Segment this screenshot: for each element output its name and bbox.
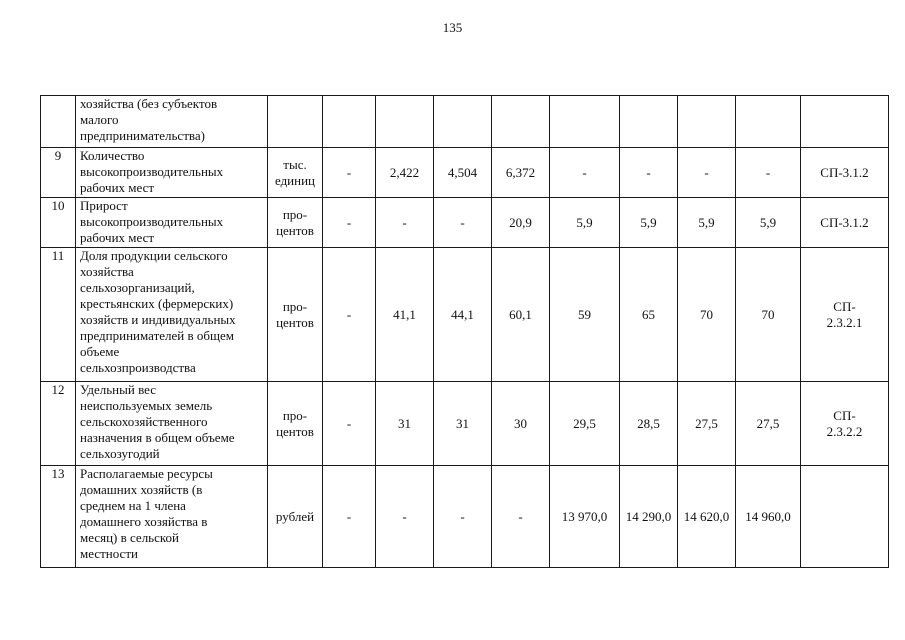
program-code: СП-3.1.2	[801, 198, 889, 248]
value-cell: -	[434, 198, 492, 248]
value-cell: -	[678, 148, 736, 198]
value-cell	[620, 96, 678, 148]
value-cell: -	[323, 382, 376, 466]
row-number: 10	[41, 198, 76, 248]
value-cell	[323, 96, 376, 148]
indicator-name: Удельный вес неиспользуемых земель сельскохозяйственного назначения в общем объеме сельхозугодий	[76, 382, 268, 466]
value-cell: 70	[678, 248, 736, 382]
value-cell: 2,422	[376, 148, 434, 198]
indicator-name: Количество высокопроизводительных рабочих мест	[76, 148, 268, 198]
value-cell	[376, 96, 434, 148]
indicator-name: Прирост высокопроизводительных рабочих мест	[76, 198, 268, 248]
table-body	[41, 96, 889, 568]
value-cell: -	[620, 148, 678, 198]
value-cell: 5,9	[678, 198, 736, 248]
program-code: СП-3.1.2	[801, 148, 889, 198]
unit-cell: тыс. единиц	[268, 148, 323, 198]
value-cell: -	[492, 466, 550, 568]
row-number	[41, 96, 76, 148]
value-cell: 14 960,0	[736, 466, 801, 568]
value-cell: -	[323, 466, 376, 568]
value-cell: 14 620,0	[678, 466, 736, 568]
page-number: 135	[442, 20, 463, 35]
table-row	[41, 248, 889, 382]
value-cell	[736, 96, 801, 148]
indicator-name: Доля продукции сельского хозяйства сельхозорганизаций, крестьянских (фермерских) хозяйств и индивидуальных предпринимателей в общем объеме сельхозпроизводства	[76, 248, 268, 382]
unit-cell: про- центов	[268, 382, 323, 466]
program-code	[801, 466, 889, 568]
program-code: СП- 2.3.2.1	[801, 248, 889, 382]
value-cell: -	[376, 198, 434, 248]
row-number: 11	[41, 248, 76, 382]
value-cell: 65	[620, 248, 678, 382]
value-cell: 6,372	[492, 148, 550, 198]
unit-cell: про- центов	[268, 248, 323, 382]
value-cell	[550, 96, 620, 148]
row-number: 13	[41, 466, 76, 568]
value-cell: 60,1	[492, 248, 550, 382]
unit-cell: рублей	[268, 466, 323, 568]
value-cell: 5,9	[736, 198, 801, 248]
value-cell: -	[323, 148, 376, 198]
value-cell: 20,9	[492, 198, 550, 248]
value-cell: -	[434, 466, 492, 568]
value-cell: 29,5	[550, 382, 620, 466]
value-cell: 27,5	[678, 382, 736, 466]
unit-cell	[268, 96, 323, 148]
value-cell	[678, 96, 736, 148]
value-cell: 13 970,0	[550, 466, 620, 568]
value-cell: 30	[492, 382, 550, 466]
row-number: 12	[41, 382, 76, 466]
value-cell: 41,1	[376, 248, 434, 382]
value-cell	[492, 96, 550, 148]
table-row	[41, 382, 889, 466]
value-cell: 70	[736, 248, 801, 382]
value-cell: -	[736, 148, 801, 198]
value-cell: 5,9	[550, 198, 620, 248]
table-row	[41, 198, 889, 248]
indicators-table	[40, 95, 889, 568]
value-cell: 5,9	[620, 198, 678, 248]
row-number: 9	[41, 148, 76, 198]
value-cell: 31	[376, 382, 434, 466]
table-row	[41, 466, 889, 568]
value-cell: 27,5	[736, 382, 801, 466]
value-cell: -	[550, 148, 620, 198]
value-cell: 44,1	[434, 248, 492, 382]
value-cell: 31	[434, 382, 492, 466]
table-row	[41, 96, 889, 148]
program-code	[801, 96, 889, 148]
value-cell: -	[323, 198, 376, 248]
indicator-name: хозяйства (без субъектов малого предпринимательства)	[76, 96, 268, 148]
table-row	[41, 148, 889, 198]
value-cell: -	[323, 248, 376, 382]
value-cell	[434, 96, 492, 148]
program-code: СП- 2.3.2.2	[801, 382, 889, 466]
value-cell: -	[376, 466, 434, 568]
value-cell: 59	[550, 248, 620, 382]
value-cell: 14 290,0	[620, 466, 678, 568]
value-cell: 4,504	[434, 148, 492, 198]
indicator-name: Располагаемые ресурсы домашних хозяйств (в среднем на 1 члена домашнего хозяйства в месяц) в сельской местности	[76, 466, 268, 568]
value-cell: 28,5	[620, 382, 678, 466]
unit-cell: про- центов	[268, 198, 323, 248]
